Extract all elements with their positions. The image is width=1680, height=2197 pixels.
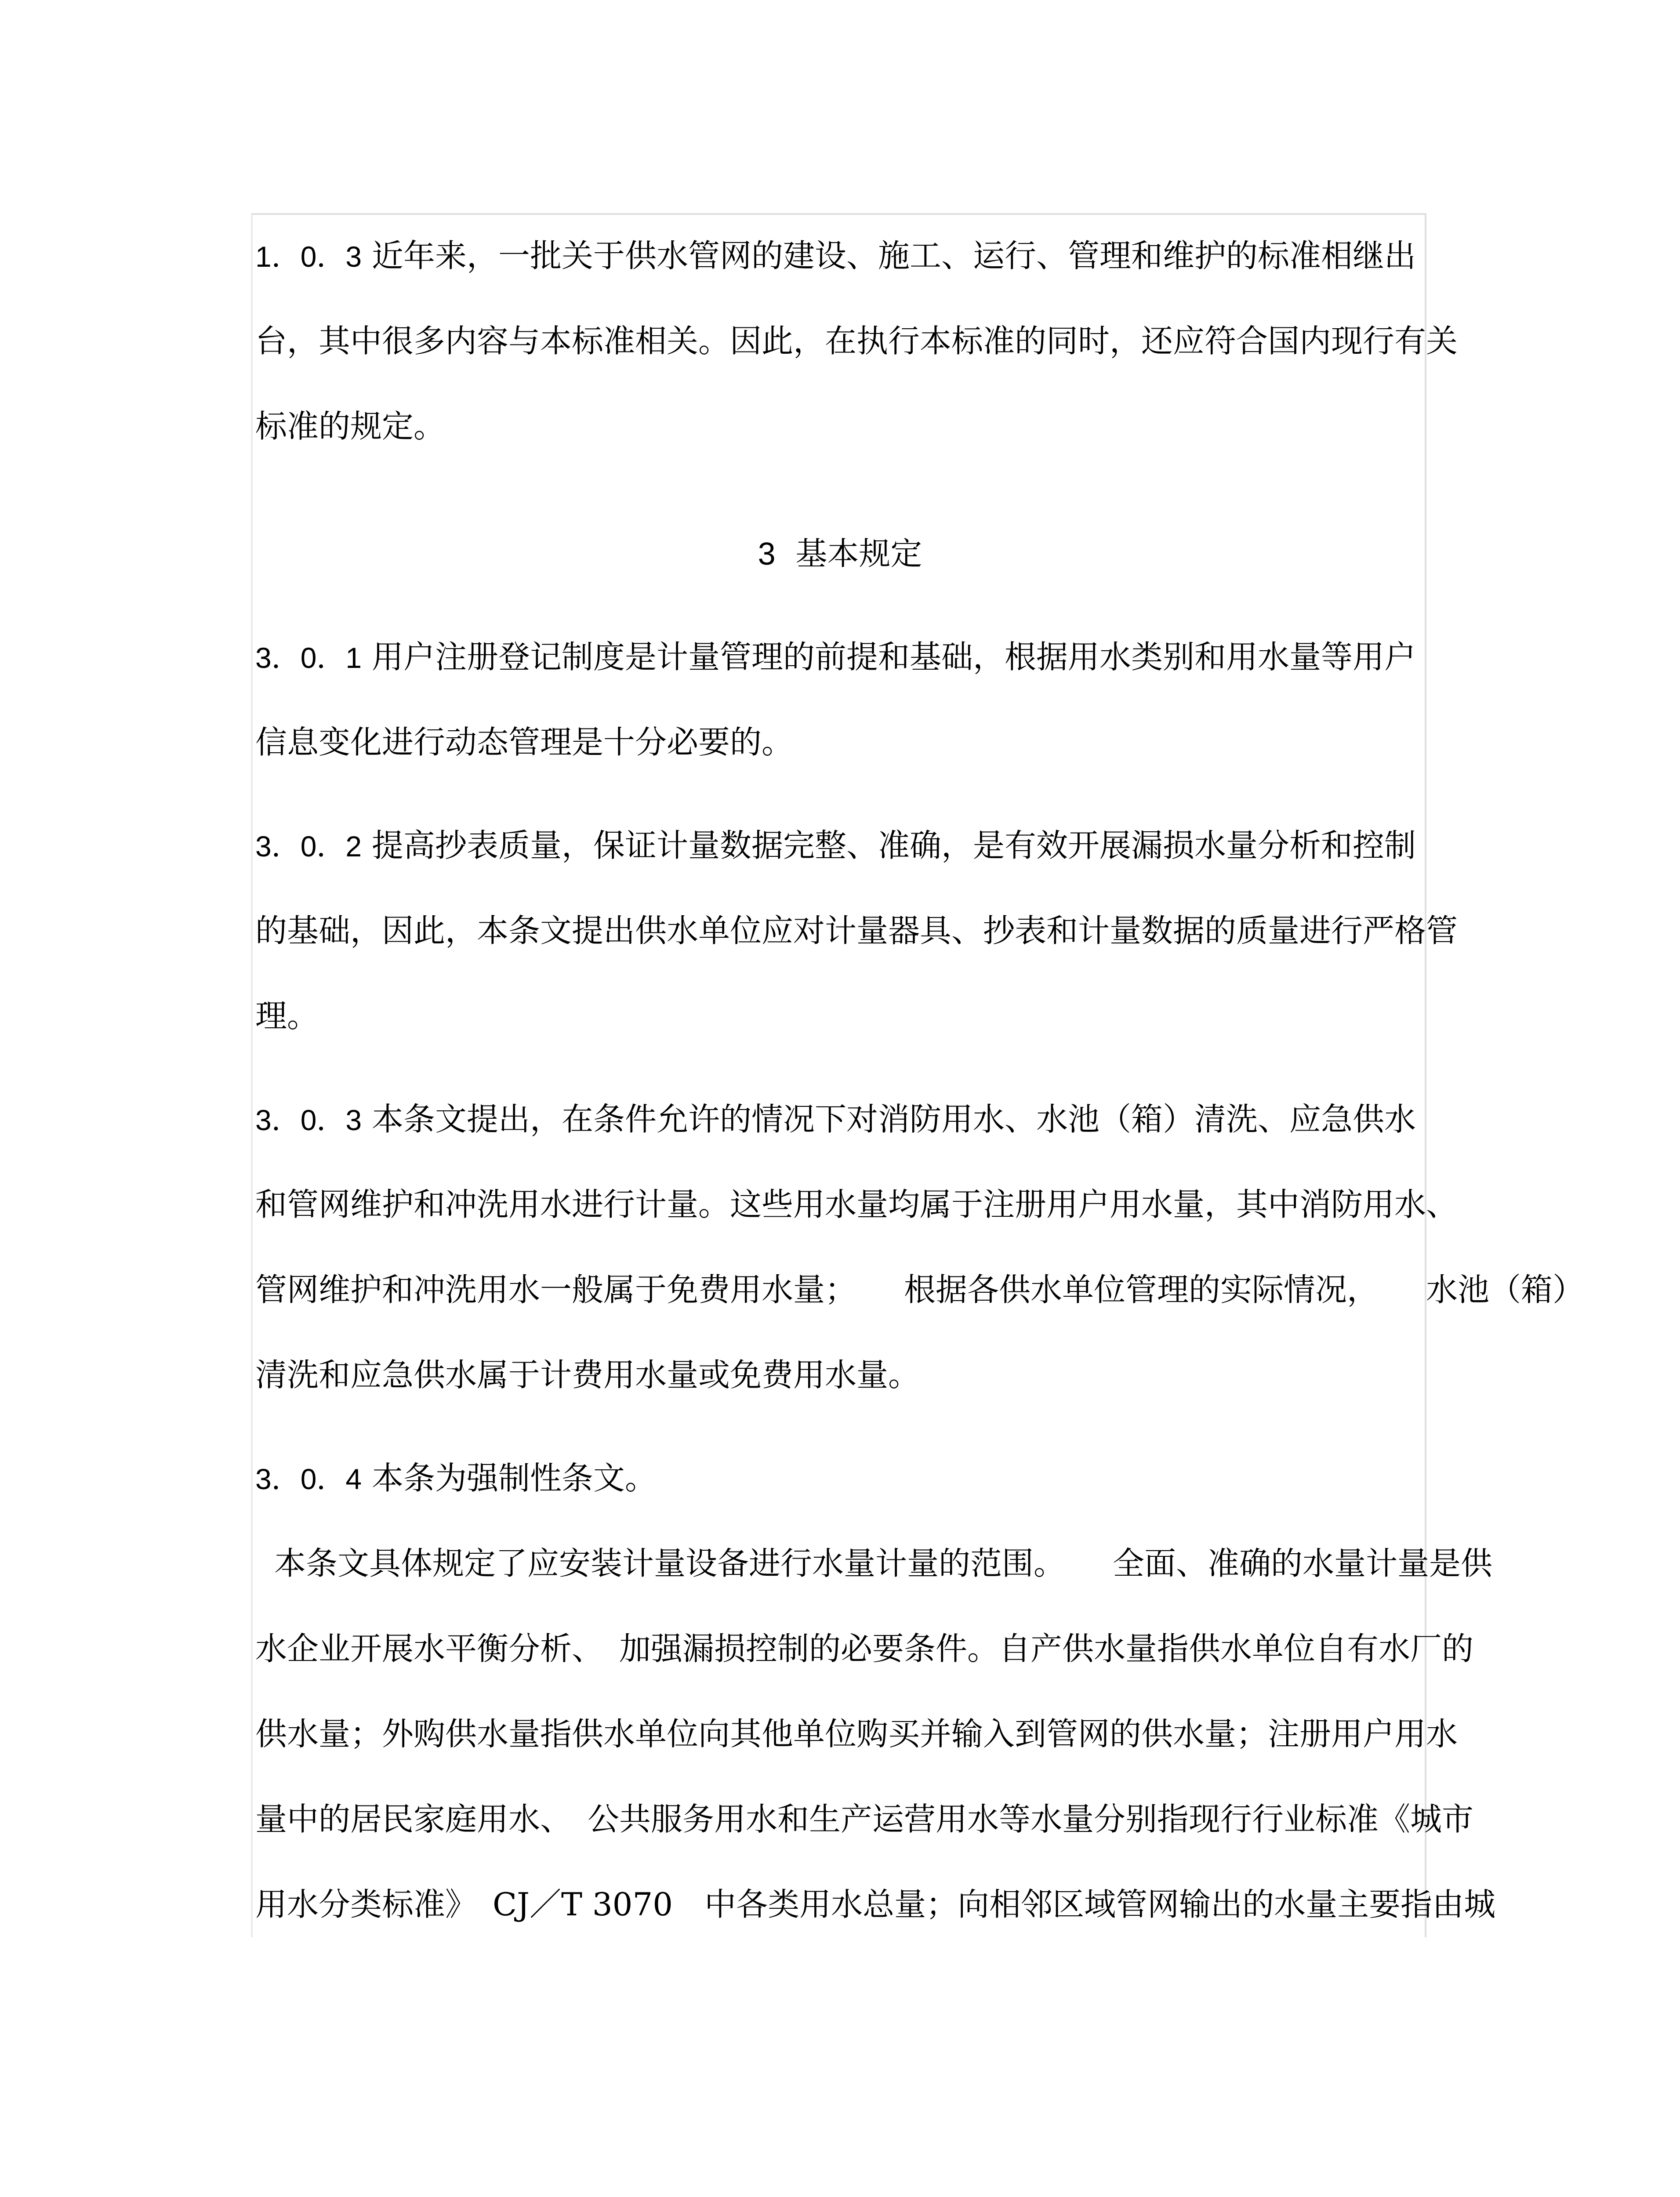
clause-number: 3．0．1 [255,642,362,674]
clause-1-0-3-line-1 [255,236,1425,276]
clause-3-0-3-line-3: 管网维护和冲洗用水一般属于免费用水量； 根据各供水单位管理的实际情况， 水池（箱） [255,1271,1585,1308]
chapter-title: 基本规定 [795,535,922,572]
clause-text: 本条文提出，在条件允许的情况下对消防用水、水池（箱）清洗、应急供水 [372,1101,1416,1138]
chapter-heading [255,534,1425,573]
explanation-line-5: 用水分类标准》 CJ／T 3070 中各类用水总量；向相邻区域管网输出的水量主要指由城 [255,1886,1496,1923]
explanation-line-3: 供水量；外购供水量指供水单位向其他单位购买并输入到管网的供水量；注册用户用水 [255,1715,1458,1752]
chapter-number: 3 [758,537,776,572]
clause-1-0-3-line-3: 标准的规定。 [255,408,446,445]
clause-number: 3．0．2 [255,830,362,863]
clause-3-0-2-line-2: 的基础，因此，本条文提出供水单位应对计量器具、抄表和计量数据的质量进行严格管 [255,912,1458,949]
clause-number: 3．0．3 [255,1104,362,1136]
clause-1-0-3-line-2: 台，其中很多内容与本标准相关。因此，在执行本标准的同时，还应符合国内现行有关 [255,323,1458,359]
clause-3-0-2-line-1 [255,826,1425,865]
clause-3-0-3-line-4: 清洗和应急供水属于计费用水量或免费用水量。 [255,1356,920,1393]
explanation-line-2: 水企业开展水平衡分析、 加强漏损控制的必要条件。自产供水量指供水单位自有水厂的 [255,1630,1474,1667]
clause-3-0-3-line-1 [255,1099,1425,1139]
clause-text: 提高抄表质量，保证计量数据完整、准确，是有效开展漏损水量分析和控制 [372,827,1416,864]
clause-3-0-4-line-1 [255,1458,1425,1498]
clause-3-0-2-line-3: 理。 [255,997,319,1034]
clause-text: 近年来，一批关于供水管网的建设、施工、运行、管理和维护的标准相继出 [372,237,1416,274]
clause-number: 3．0．4 [255,1463,362,1495]
clause-3-0-1-line-1 [255,637,1425,677]
clause-text: 本条为强制性条文。 [372,1460,657,1497]
page-frame [251,213,1585,1937]
clause-3-0-1-line-2: 信息变化进行动态管理是十分必要的。 [255,724,794,761]
clause-3-0-3-line-2: 和管网维护和冲洗用水进行计量。这些用水量均属于注册用户用水量，其中消防用水、 [255,1186,1458,1223]
clause-number: 1．0．3 [255,240,362,273]
clause-text: 用户注册登记制度是计量管理的前提和基础，根据用水类别和用水量等用户 [372,638,1416,675]
explanation-line-1: 本条文具体规定了应安装计量设备进行水量计量的范围。 全面、准确的水量计量是供 [274,1545,1493,1582]
explanation-line-4: 量中的居民家庭用水、 公共服务用水和生产运营用水等水量分别指现行行业标准《城市 [255,1801,1474,1838]
